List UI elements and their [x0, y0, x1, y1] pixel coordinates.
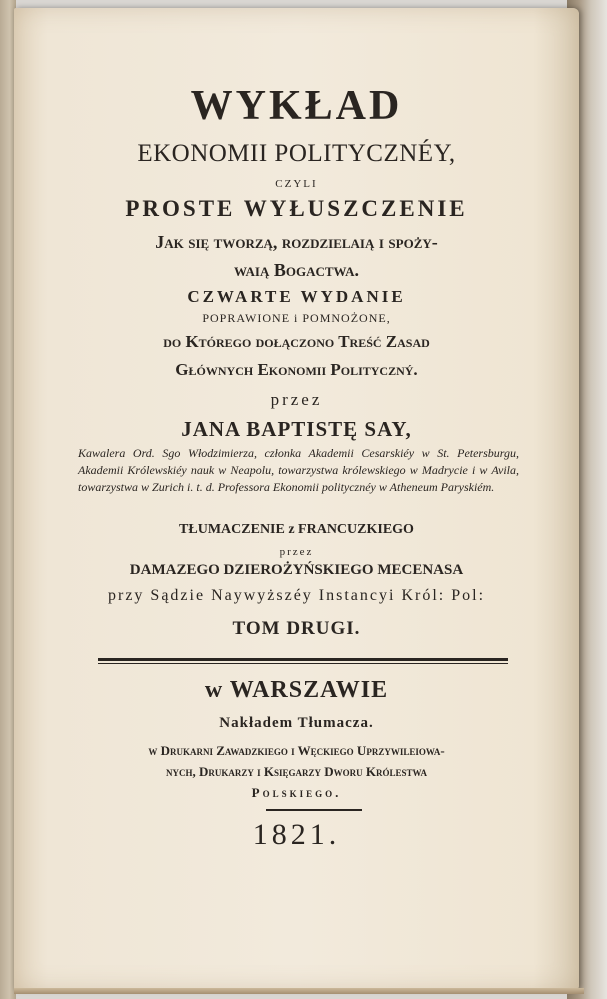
description-line-2: waią Bogactwa.	[233, 260, 360, 280]
imprint-publisher: Nakładem Tłumacza.	[219, 715, 374, 731]
printer-line-3: Polskiego.	[251, 785, 342, 800]
printer-line-1: w Drukarni Zawadzkiego i Węckiego Uprzywileiowa-	[148, 743, 445, 758]
translator-name: DAMAZEGO DZIEROŻYŃSKIEGO MECENASA	[129, 562, 464, 578]
alternate-title: PROSTE WYŁUSZCZENIE	[125, 196, 468, 221]
author-name: JANA BAPTISTĘ SAY,	[181, 417, 412, 441]
supplement-line-2: Głównych Ekonomii Polityczný.	[175, 360, 418, 379]
by-translator-label: przez	[279, 546, 314, 558]
book-title: WYKŁAD	[190, 83, 403, 129]
title-page	[14, 8, 579, 990]
page-bottom-edge	[14, 988, 584, 994]
edition-statement: CZWARTE WYDANIE	[187, 287, 406, 306]
volume-label: TOM DRUGI.	[232, 618, 361, 639]
translator-position: przy Sądzie Naywyższéy Instancyi Król: Pol:	[107, 587, 486, 604]
book-subtitle: EKONOMII POLITYCZNÉY,	[137, 140, 456, 167]
publication-year: 1821.	[252, 818, 341, 851]
translation-statement: TŁUMACZENIE z FRANCUZKIEGO	[179, 522, 414, 537]
by-author-label: przez	[270, 390, 323, 409]
divider-rule	[98, 658, 508, 664]
imprint-city: w WARSZAWIE	[204, 677, 389, 703]
printer-line-2: nych, Drukarzy i Księgarzy Dworu Królestwa	[165, 764, 428, 779]
author-credentials: Kawalera Ord. Sgo Włodzimierza, członka Akademii Cesarskiéy w St. Petersburgu, Akademii Królewskiéy nauk w Neapolu, towarzystwa królewskiego w Madrycie i w Avila, towarzystwa w Zurich i. t. d. Professora Ekonomii politycznéy w Atheneum Paryskiém.	[78, 446, 519, 494]
supplement-line-1: do Którego dołączono Treść Zasad	[163, 332, 430, 351]
description-line-1: Jak się tworzą, rozdzielaią i spoży-	[155, 232, 438, 252]
revision-statement: POPRAWIONE i POMNOŻONE,	[202, 311, 391, 325]
short-divider-rule	[266, 809, 362, 811]
czyli-connector: CZYLI	[275, 178, 318, 190]
